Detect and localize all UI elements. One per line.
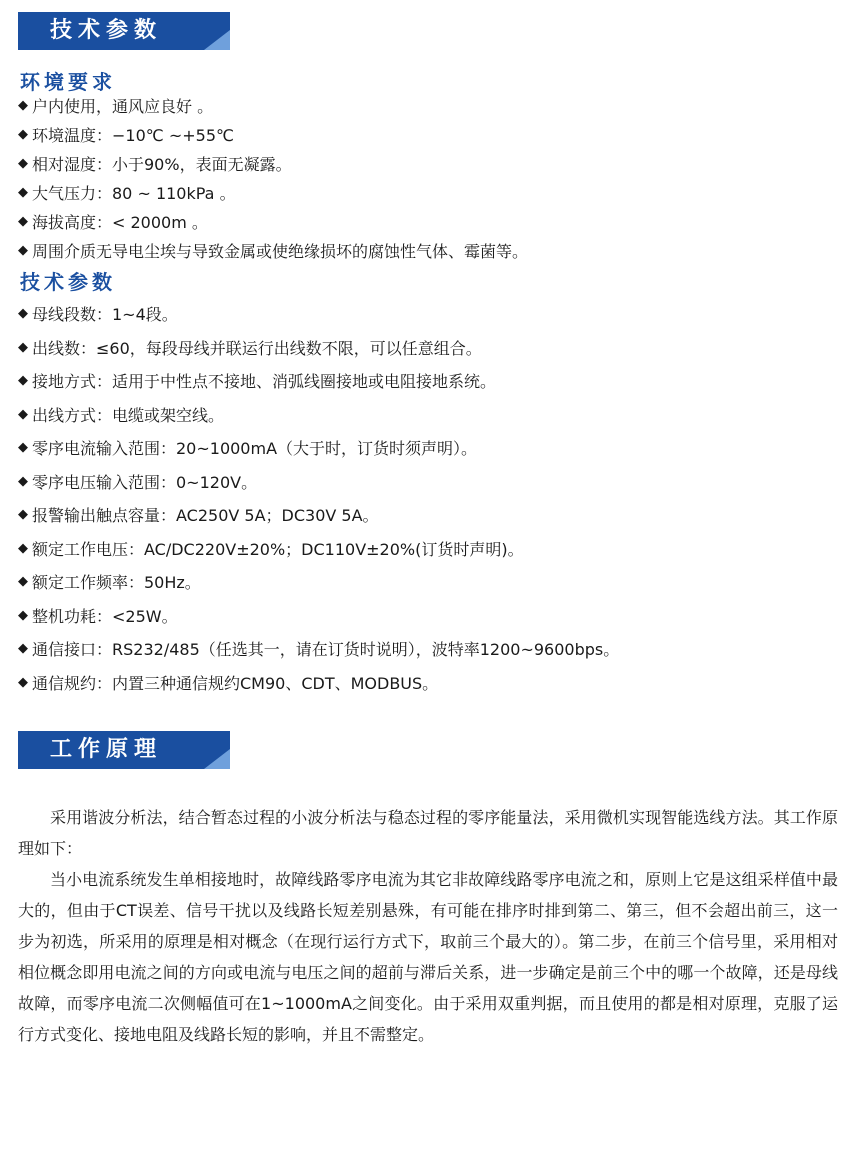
list-item: ◆ 零序电压输入范围：0~120V。 — [18, 472, 258, 492]
list-item: ◆ 大气压力：80 ~ 110kPa 。 — [18, 184, 236, 203]
list-item: ◆ 母线段数：1~4段。 — [18, 305, 178, 325]
list-item: ◆ 周围介质无导电尘埃与导致金属或使绝缘损坏的腐蚀性气体、霉菌等。 — [18, 242, 529, 261]
banner-title: 技术参数 — [50, 18, 163, 43]
list-item: ◆ 额定工作频率：50Hz。 — [18, 573, 201, 593]
list-item: ◆ 报警输出触点容量：AC250V 5A；DC30V 5A。 — [18, 506, 379, 526]
banner-tech-params — [18, 12, 230, 50]
diamond-bullet-icon: ◆ — [18, 127, 28, 142]
section-heading-tech-params: 技术参数 — [20, 270, 116, 294]
section-heading-environment: 环境要求 — [20, 70, 116, 94]
list-item: ◆ 通信接口：RS232/485（任选其一，请在订货时说明），波特率1200~9600bps。 — [18, 640, 620, 660]
diamond-bullet-icon: ◆ — [18, 607, 28, 623]
environment-list — [18, 91, 528, 265]
banner-title: 工作原理 — [50, 737, 163, 762]
list-item: ◆ 户内使用，通风应良好 。 — [18, 97, 214, 116]
list-item: ◆ 零序电流输入范围：20~1000mA（大于时，订货时须声明）。 — [18, 439, 478, 459]
diamond-bullet-icon: ◆ — [18, 574, 28, 590]
diamond-bullet-icon: ◆ — [18, 98, 28, 113]
principle-paragraph-intro: 采用谐波分析法，结合暂态过程的小波分析法与稳态过程的零序能量法，采用微机实现智能选线方法。其工作原理如下： — [18, 808, 838, 858]
diamond-bullet-icon: ◆ — [18, 473, 28, 489]
diamond-bullet-icon: ◆ — [18, 306, 28, 322]
principle-paragraph-detail: 当小电流系统发生单相接地时，故障线路零序电流为其它非故障线路零序电流之和，原则上它是这组采样值中最大的，但由于CT误差、信号干扰以及线路长短差别悬殊，有可能在排序时排到第二、第三，但不会超出前三，这一步为初选，所采用的原理是相对概念（在现行运行方式下，取前三个最大的）。第二步，在前三个信号里，采用相对相位概念即用电流之间的方向或电流与电压之间的超前与滞后关系，进一步确定是前三个中的哪一个故障，还是母线故障，而零序电流二次侧幅值可在1~1000mA之间变化。由于采用双重判据，而且使用的都是相对原理，克服了运行方式变化、接地电阻及线路长短的影响，并且不需整定。 — [18, 870, 838, 1044]
diamond-bullet-icon: ◆ — [18, 674, 28, 690]
tech-params-list — [18, 297, 619, 699]
list-item: ◆ 海拔高度：< 2000m 。 — [18, 213, 208, 232]
diamond-bullet-icon: ◆ — [18, 507, 28, 523]
list-item: ◆ 出线数：≤60，每段母线并联运行出线数不限，可以任意组合。 — [18, 338, 482, 358]
banner-working-principle — [18, 731, 230, 769]
list-item: ◆ 出线方式：电缆或架空线。 — [18, 405, 225, 425]
diamond-bullet-icon: ◆ — [18, 440, 28, 456]
diamond-bullet-icon: ◆ — [18, 406, 28, 422]
diamond-bullet-icon: ◆ — [18, 156, 28, 171]
diamond-bullet-icon: ◆ — [18, 373, 28, 389]
diamond-bullet-icon: ◆ — [18, 641, 28, 657]
diamond-bullet-icon: ◆ — [18, 243, 28, 258]
list-item: ◆ 接地方式：适用于中性点不接地、消弧线圈接地或电阻接地系统。 — [18, 372, 497, 392]
diamond-bullet-icon: ◆ — [18, 214, 28, 229]
diamond-bullet-icon: ◆ — [18, 185, 28, 200]
diamond-bullet-icon: ◆ — [18, 339, 28, 355]
list-item: ◆ 整机功耗：<25W。 — [18, 606, 178, 626]
list-item: ◆ 额定工作电压：AC/DC220V±20%；DC110V±20%(订货时声明)。 — [18, 539, 524, 559]
list-item: ◆ 环境温度：−10℃ ~+55℃ — [18, 126, 234, 145]
diamond-bullet-icon: ◆ — [18, 540, 28, 556]
list-item: ◆ 通信规约：内置三种通信规约CM90、CDT、MODBUS。 — [18, 673, 439, 693]
list-item: ◆ 相对湿度：小于90%，表面无凝露。 — [18, 155, 292, 174]
